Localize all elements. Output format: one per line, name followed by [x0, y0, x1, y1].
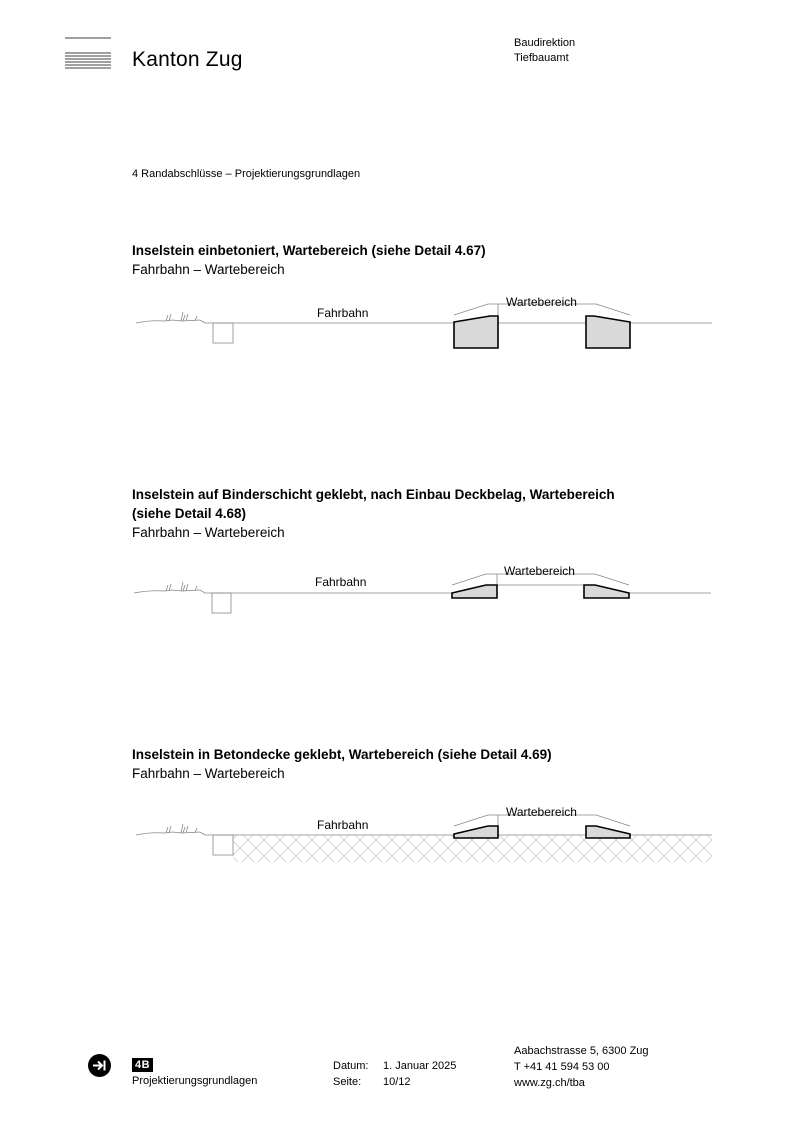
logo-text: Kanton Zug: [132, 48, 243, 71]
footer-date-label: Datum:: [333, 1060, 369, 1072]
department-block: [514, 36, 575, 66]
island-stone-right: [586, 316, 630, 348]
section-subtitle: Fahrbahn – Wartebereich: [132, 766, 285, 781]
grass-tufts: [166, 312, 197, 321]
footer-date-value: 1. Januar 2025: [383, 1060, 457, 1072]
section-2-heading: [132, 485, 692, 542]
footer-contact: [514, 1043, 649, 1091]
label-wartebereich: Wartebereich: [506, 805, 577, 819]
island-stone-left: [454, 316, 498, 348]
concrete-slab-hatch: [233, 835, 712, 862]
section-2-diagram: [0, 560, 794, 620]
edge-stone: [213, 835, 233, 855]
island-stone-right: [586, 826, 630, 838]
chapter-line: 4 Randabschlüsse – Projektierungsgrundlagen: [132, 168, 361, 180]
department-name: Baudirektion: [514, 37, 576, 49]
island-stone-left: [452, 585, 497, 598]
section-3-diagram: [0, 800, 794, 870]
section-1-diagram: [0, 290, 794, 360]
grass-edge: [136, 320, 205, 323]
section-title: Inselstein in Betondecke geklebt, Wartebereich (siehe Detail 4.69): [132, 747, 552, 762]
section-1-heading: [132, 241, 486, 279]
section-title-line1: Inselstein auf Binderschicht geklebt, nach Einbau Deckbelag, Wartebereich: [132, 487, 615, 502]
footer-page-label: Seite:: [333, 1076, 362, 1088]
footer-web-link[interactable]: www.zg.ch/tba: [514, 1077, 585, 1089]
section-subtitle: Fahrbahn – Wartebereich: [132, 262, 285, 277]
footer-address: Aabachstrasse 5, 6300 Zug: [514, 1045, 649, 1057]
edge-stone: [213, 323, 233, 343]
label-wartebereich: Wartebereich: [506, 295, 577, 309]
footer-doc-block: [132, 1057, 257, 1089]
footer-page-value: 10/12: [383, 1076, 411, 1088]
section-title: Inselstein einbetoniert, Wartebereich (siehe Detail 4.67): [132, 243, 486, 258]
label-fahrbahn: Fahrbahn: [317, 818, 369, 832]
edge-stone: [212, 593, 231, 613]
footer-doc-title: Projektierungsgrundlagen: [132, 1075, 258, 1087]
navigation-arrow-icon[interactable]: [88, 1054, 111, 1077]
section-title-line2: (siehe Detail 4.68): [132, 506, 247, 521]
island-stone-left: [454, 826, 498, 838]
section-subtitle: Fahrbahn – Wartebereich: [132, 525, 285, 540]
canton-logo-icon: [65, 37, 111, 69]
chapter-badge: 4B: [132, 1058, 153, 1072]
island-stone-right: [584, 585, 629, 598]
footer-phone: T +41 41 594 53 00: [514, 1061, 610, 1073]
label-fahrbahn: Fahrbahn: [317, 306, 369, 320]
label-fahrbahn: Fahrbahn: [315, 575, 367, 589]
office-name: Tiefbauamt: [514, 52, 569, 64]
section-3-heading: [132, 745, 552, 783]
label-wartebereich: Wartebereich: [504, 564, 575, 578]
